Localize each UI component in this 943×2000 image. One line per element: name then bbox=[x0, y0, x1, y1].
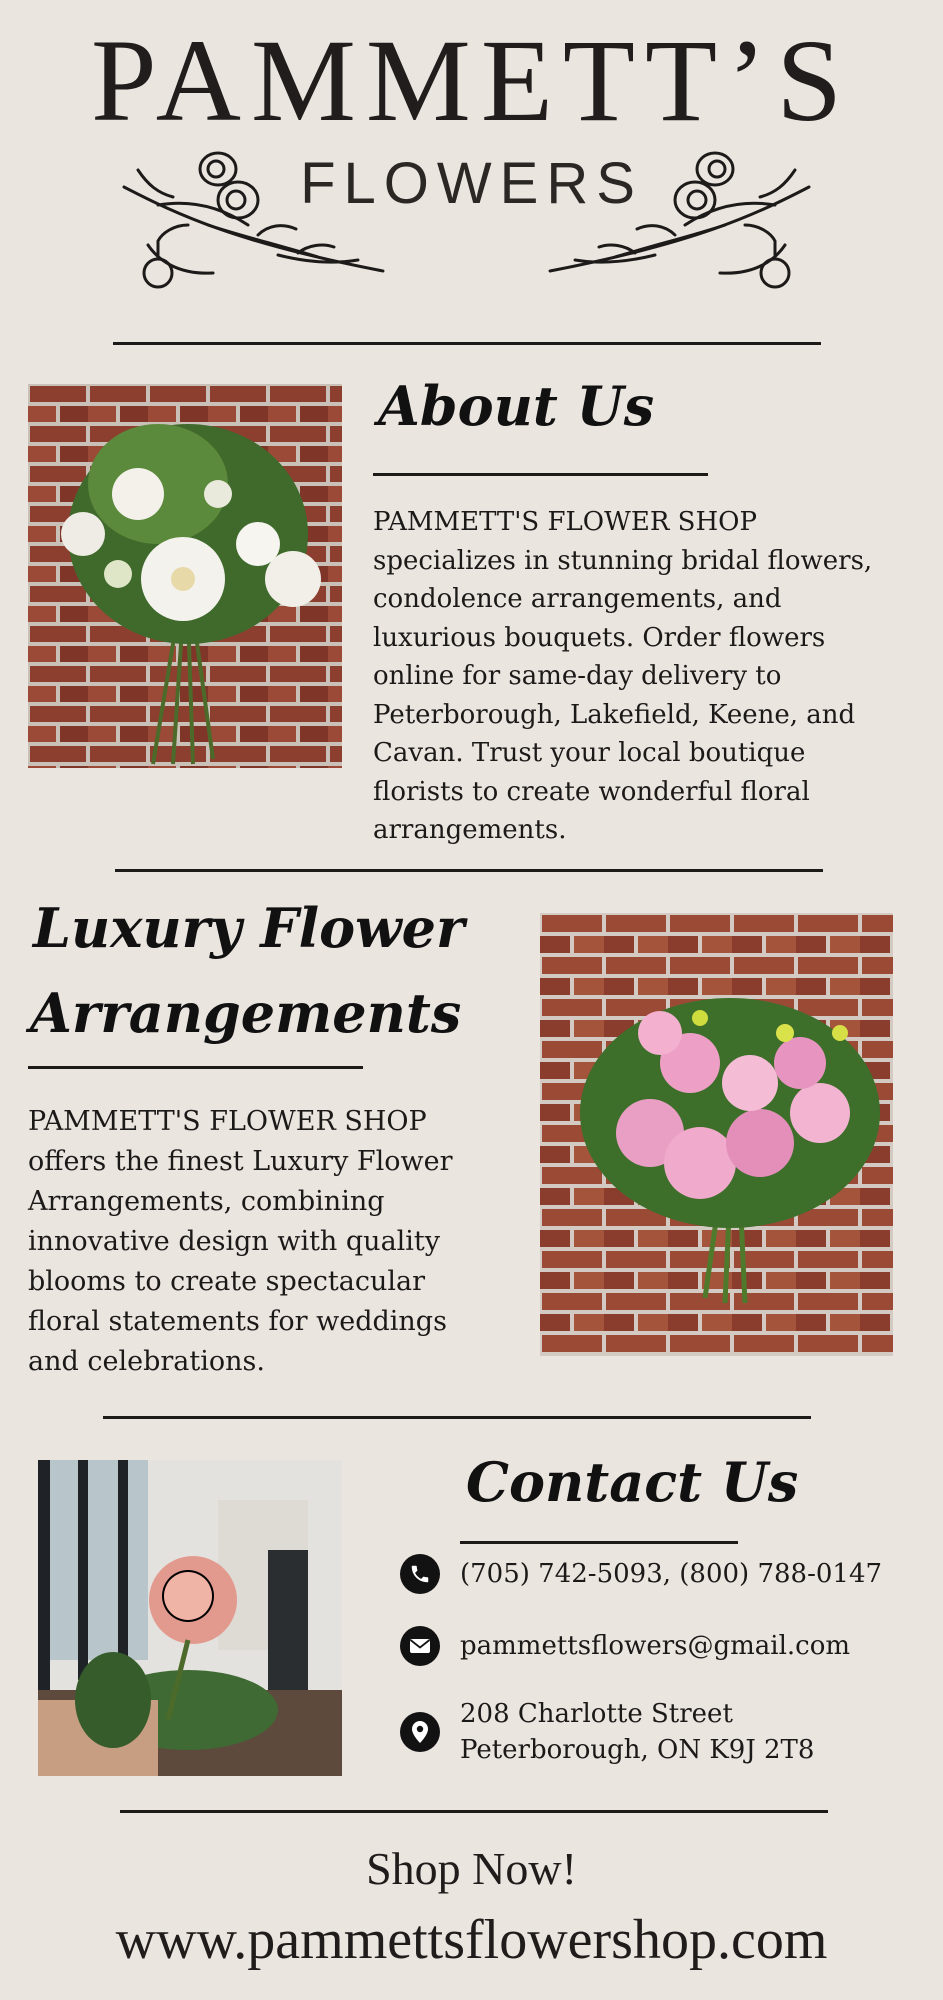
white-bouquet-photo bbox=[28, 384, 342, 768]
phone-icon bbox=[400, 1554, 440, 1594]
contact-address-line1: 208 Charlotte Street bbox=[460, 1699, 733, 1729]
luxury-heading-line1: Luxury Flower bbox=[33, 896, 465, 960]
contact-email[interactable]: pammettsflowers@gmail.com bbox=[460, 1631, 851, 1661]
contact-heading-underline bbox=[460, 1541, 738, 1544]
contact-phone-row bbox=[400, 1554, 882, 1594]
contact-heading: Contact Us bbox=[466, 1450, 799, 1514]
luxury-heading-underline bbox=[28, 1066, 363, 1069]
contact-email-row bbox=[400, 1626, 850, 1666]
brand-subtitle: FLOWERS bbox=[300, 151, 643, 216]
rose-in-shop-photo bbox=[38, 1460, 342, 1776]
contact-phone[interactable]: (705) 742-5093, (800) 788-0147 bbox=[460, 1559, 883, 1589]
about-text: PAMMETT'S FLOWER SHOP specializes in stunning bridal flowers, condolence arrangements, and luxurious bouquets. Order flowers online for same-day delivery to Peterborough, Lakefield, Keene, and Cavan. Trust your local boutique florists to create wonderful floral arrangements. bbox=[373, 507, 873, 845]
divider bbox=[120, 1810, 828, 1813]
divider bbox=[113, 342, 821, 345]
website-url-link[interactable]: www.pammettsflowershop.com bbox=[115, 1909, 828, 1971]
luxury-heading-line2: Arrangements bbox=[30, 981, 462, 1045]
divider bbox=[115, 869, 823, 872]
about-heading: About Us bbox=[378, 374, 655, 438]
brand-name: PAMMETT’S bbox=[90, 15, 852, 146]
map-pin-icon bbox=[400, 1712, 440, 1752]
about-heading-underline bbox=[373, 473, 708, 476]
divider bbox=[103, 1416, 811, 1419]
contact-address-line2: Peterborough, ON K9J 2T8 bbox=[460, 1735, 815, 1765]
contact-address-row bbox=[400, 1696, 814, 1768]
right-floral-ornament bbox=[545, 145, 815, 305]
pink-dahlia-bouquet-photo bbox=[540, 913, 893, 1356]
luxury-text: PAMMETT'S FLOWER SHOP offers the finest Luxury Flower Arrangements, combining innovative design with quality blooms to create spectacular floral statements for weddings and celebrations. bbox=[28, 1106, 453, 1377]
envelope-icon bbox=[400, 1626, 440, 1666]
shop-now-cta[interactable]: Shop Now! bbox=[366, 1843, 577, 1894]
